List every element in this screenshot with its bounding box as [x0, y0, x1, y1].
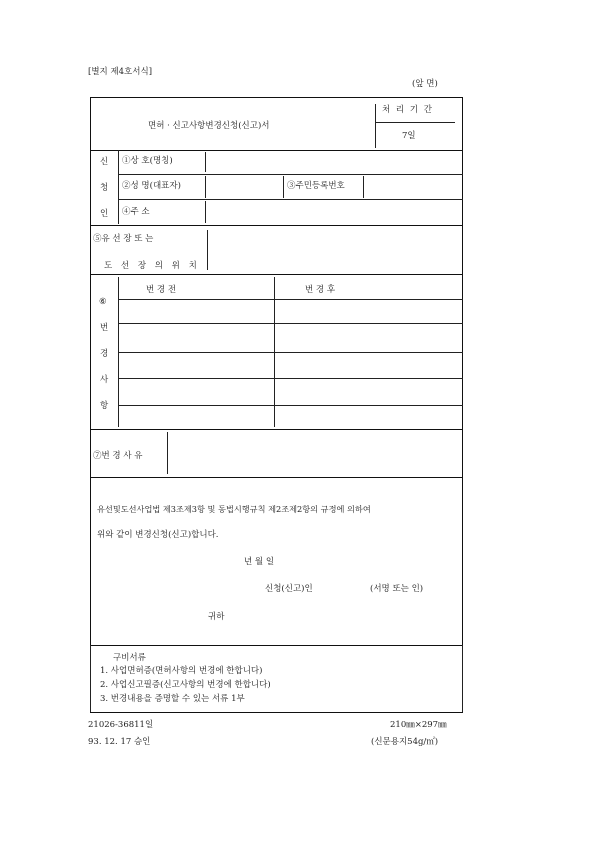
processing-period-value: 7일: [402, 131, 416, 141]
declaration-line2: 위와 같이 변경신청(신고)합니다.: [97, 530, 219, 540]
change-reason-label: ⑦번 경 사 유: [93, 451, 143, 461]
location-label-line1: ⑤유 선 장 또 는: [93, 234, 154, 244]
docs-box-bottom: [90, 712, 463, 713]
page-side-label: (앞 면): [412, 79, 438, 89]
section-divider: [90, 477, 463, 478]
change-row-divider: [118, 352, 463, 353]
applicant-char: 인: [100, 209, 109, 219]
section-divider: [90, 429, 463, 430]
signature-or-seal: (서명 또는 인): [370, 584, 424, 594]
frame-left: [90, 97, 91, 645]
change-char: 번: [100, 323, 109, 333]
processing-divider: [375, 122, 455, 123]
name-divider: [205, 176, 206, 198]
resident-no-divider-left: [283, 176, 284, 198]
representative-name-label: ②성 명(대표자): [122, 181, 181, 191]
addressee: 귀하: [208, 612, 225, 622]
location-divider: [207, 230, 208, 270]
resident-no-label: ③주민등록번호: [287, 181, 345, 191]
applicant-char: 청: [100, 183, 109, 193]
resident-no-divider-right: [363, 176, 364, 198]
form-number: 21026-36811일: [88, 720, 154, 730]
change-row-divider: [118, 405, 463, 406]
after-change-header: 번 경 후: [305, 285, 336, 295]
change-row-divider: [118, 323, 463, 324]
change-char: 사: [100, 375, 109, 385]
frame-top: [90, 97, 463, 98]
trade-name-divider: [205, 152, 206, 172]
form-title: 면허 · 신고사항변경신청(신고)서: [148, 121, 270, 131]
declaration-line1: 유선및도선사업법 제3조제3항 및 동법시행규칙 제2조제2항의 규정에 의하여: [97, 504, 371, 514]
frame-right: [462, 97, 463, 645]
required-document-item: 2. 사업신고필증(신고사항의 번경에 한합니다): [100, 680, 271, 690]
row-divider: [118, 199, 463, 200]
change-char: 항: [100, 401, 109, 411]
docs-box-right: [462, 645, 463, 713]
section-divider: [90, 225, 463, 226]
applicant-char: 신: [100, 157, 109, 167]
address-label: ④주 소: [122, 207, 150, 217]
section-divider: [90, 274, 463, 275]
paper-type: (신문용지54g/㎡): [371, 737, 439, 747]
section-divider: [90, 150, 463, 151]
change-row-divider: [118, 378, 463, 379]
row-divider: [118, 174, 463, 175]
approval-date: 93. 12. 17 승인: [88, 737, 151, 747]
applicant-side-divider: [118, 150, 119, 224]
change-char: ⑥: [99, 297, 107, 307]
change-char: 경: [100, 349, 109, 359]
change-header-divider: [118, 299, 463, 300]
processing-box-left: [375, 104, 376, 148]
applicant-signature-label: 신청(신고)인: [265, 584, 313, 594]
paper-size: 210㎜×297㎜: [390, 720, 447, 730]
processing-period-label: 처 리 기 간: [382, 105, 434, 115]
required-documents-title: 구비서류: [113, 653, 146, 663]
form-code: [별지 제4호서식]: [88, 67, 153, 77]
required-document-item: 1. 사업면허증(면허사항의 번경에 한합니다): [100, 666, 263, 676]
address-divider: [205, 201, 206, 223]
required-document-item: 3. 번경내용을 증명할 수 있는 서류 1부: [100, 694, 245, 704]
docs-box-left: [90, 645, 91, 713]
before-change-header: 번 경 전: [146, 285, 177, 295]
application-date: 년 월 일: [244, 557, 275, 567]
reason-divider: [167, 432, 168, 474]
frame-bottom: [90, 645, 463, 646]
location-label-line2: 도 선 장 의 위 치: [104, 261, 200, 271]
trade-name-label: ①상 호(명칭): [122, 156, 173, 166]
